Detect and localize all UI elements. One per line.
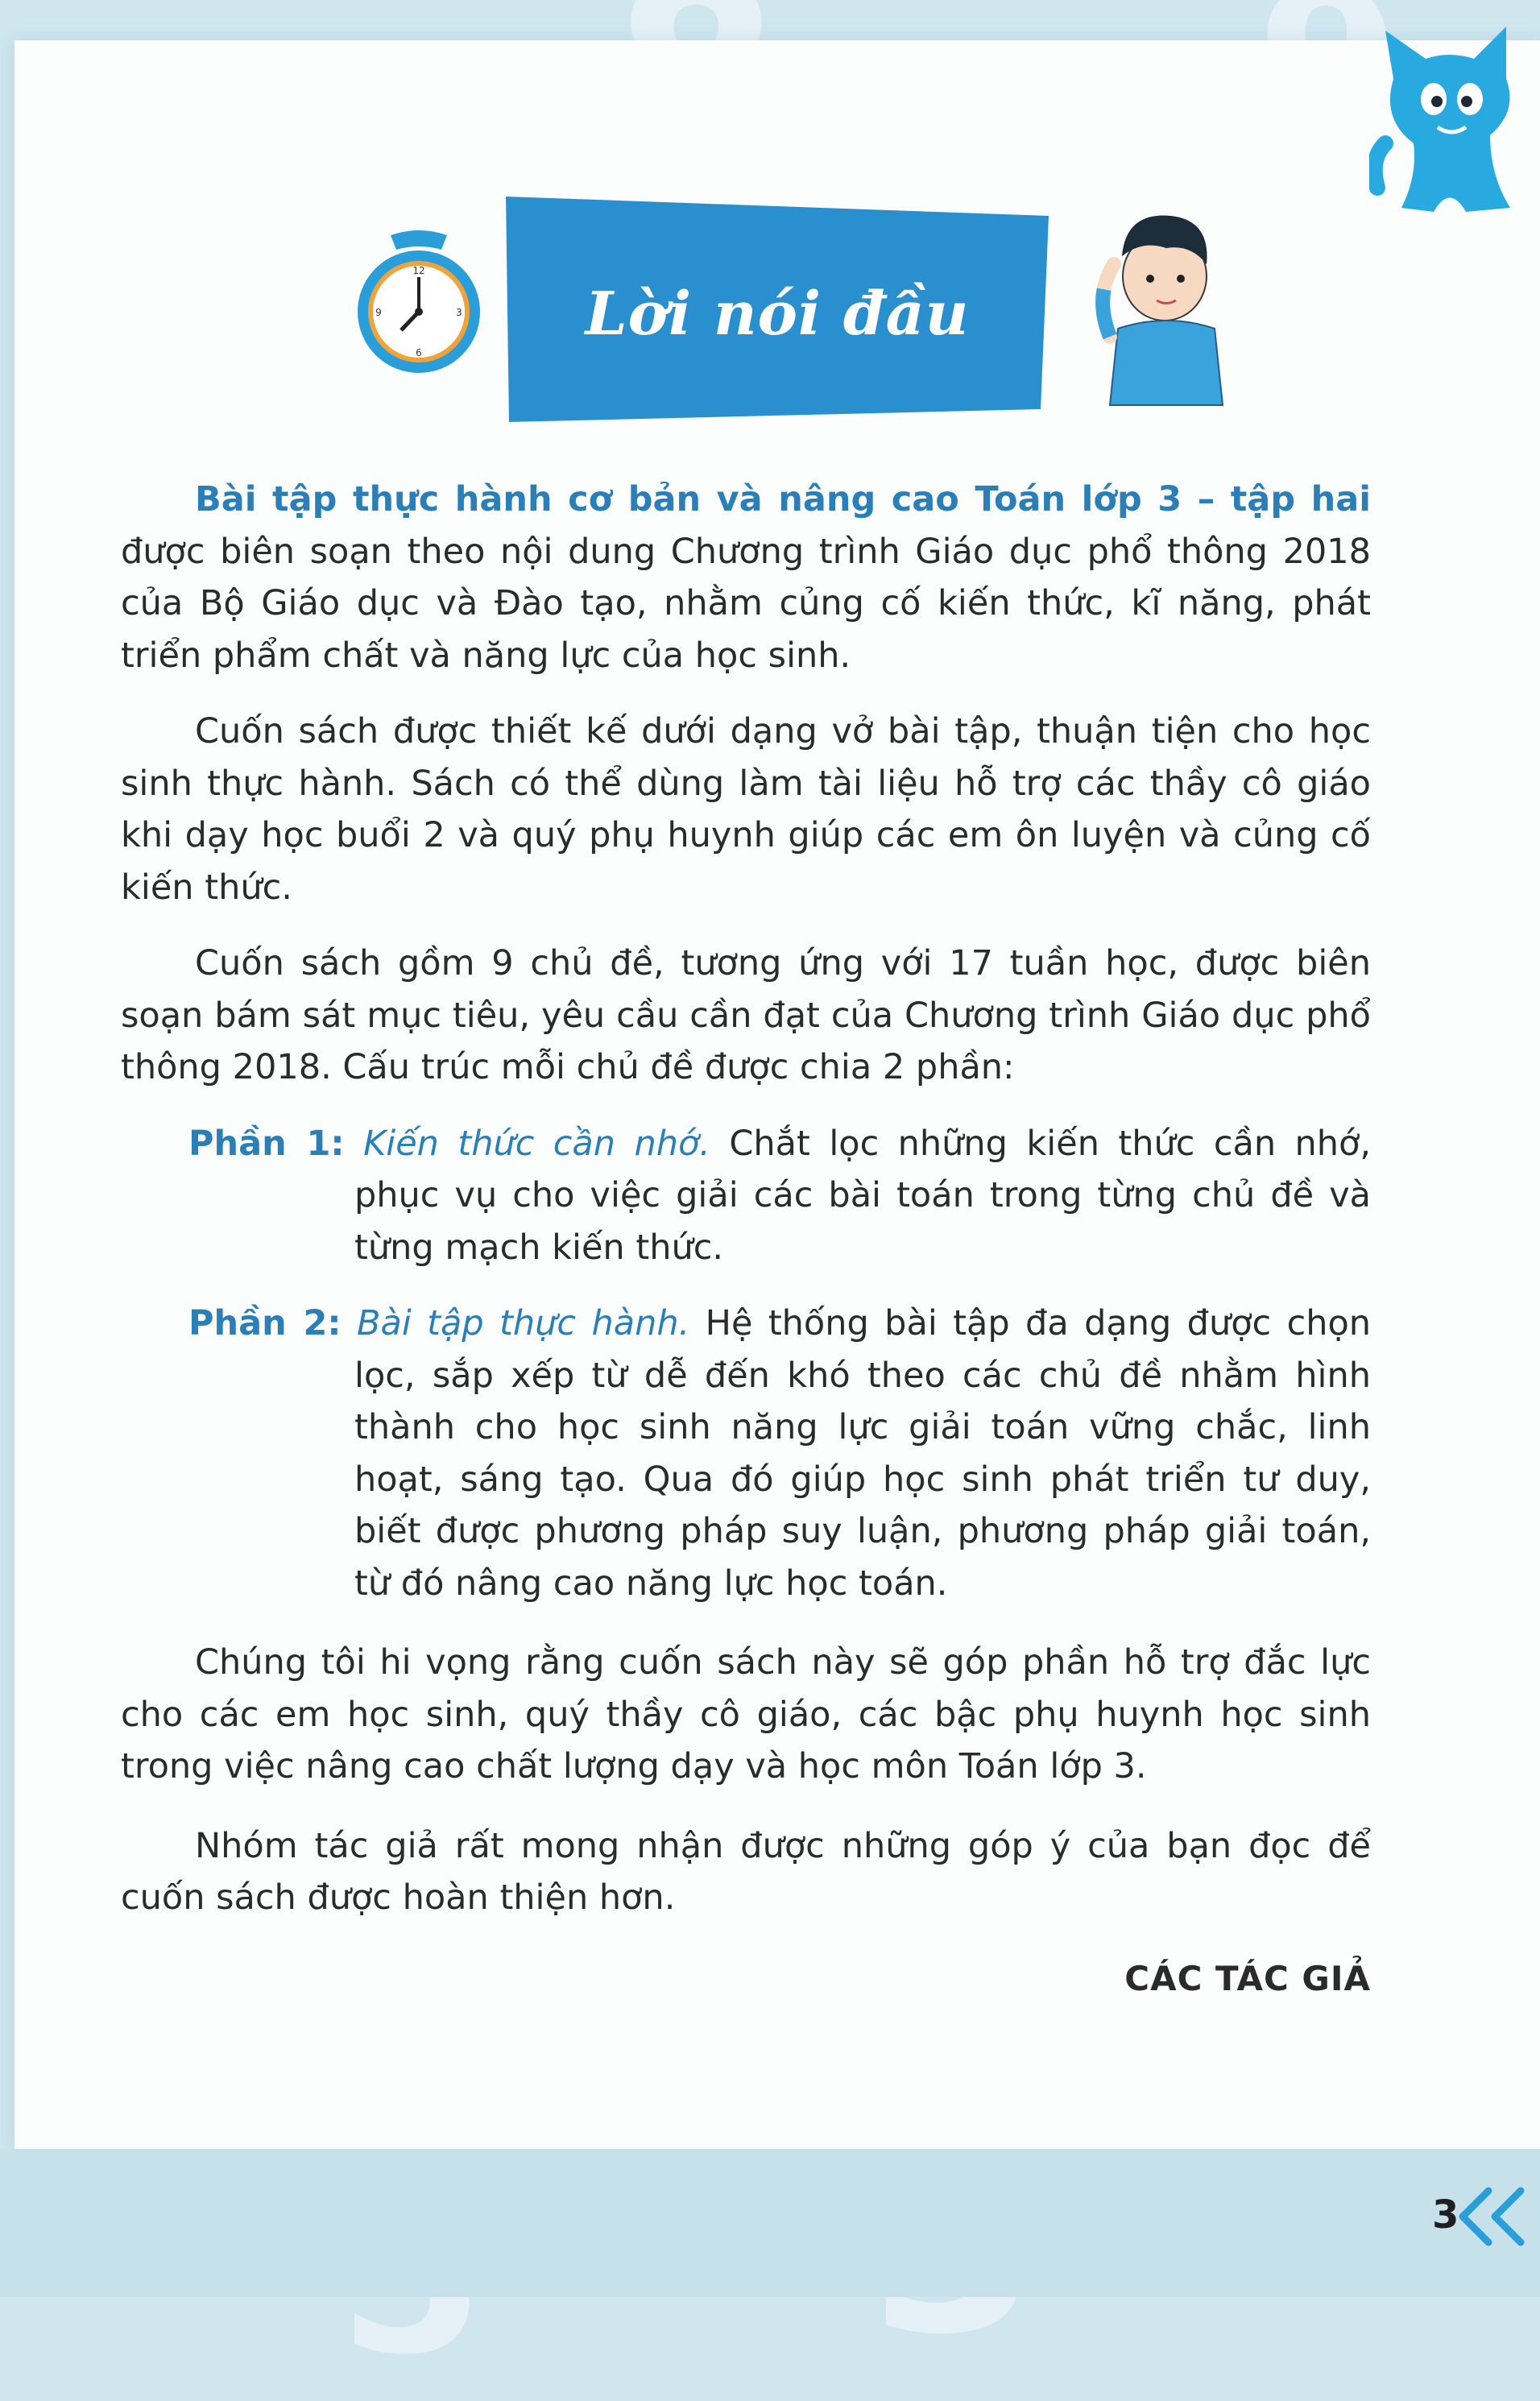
book-title: Bài tập thực hành cơ bản và nâng cao Toán lớp 3 – tập hai bbox=[195, 479, 1371, 520]
svg-text:9: 9 bbox=[375, 307, 382, 318]
svg-text:3: 3 bbox=[456, 307, 462, 318]
part-1-title: Kiến thức cần nhớ. bbox=[363, 1123, 710, 1164]
cat-illustration bbox=[1369, 23, 1540, 216]
part-1-text: Chắt lọc những kiến thức cần nhớ, phục vụ cho việc giải các bài toán trong từng chủ đề và từng mạch kiến thức. bbox=[354, 1123, 1372, 1268]
header-banner bbox=[499, 192, 1055, 427]
preface-body bbox=[121, 474, 1371, 2005]
boy-illustration bbox=[1078, 208, 1239, 409]
double-chevron-left-icon bbox=[1456, 2184, 1529, 2249]
paragraph-3: Cuốn sách gồm 9 chủ đề, tương ứng với 17 tuần học, được biên soạn bám sát mục tiêu, yêu cầu cần đạt của Chương trình Giáo dục phổ thông 2018. Cấu trúc mỗi chủ đề được chia 2 phần: bbox=[121, 943, 1371, 1087]
paragraph-5: Nhóm tác giả rất mong nhận được những góp ý của bạn đọc để cuốn sách được hoàn thiện hơn. bbox=[121, 1825, 1371, 1918]
svg-text:6: 6 bbox=[416, 347, 422, 358]
part-2-title: Bài tập thực hành. bbox=[356, 1303, 690, 1343]
paragraph-4: Chúng tôi hi vọng rằng cuốn sách này sẽ góp phần hỗ trợ đắc lực cho các em học sinh, quý thầy cô giáo, các bậc phụ huynh học sinh trong việc nâng cao chất lượng dạy và học môn Toán lớp 3. bbox=[121, 1642, 1371, 1786]
page-number: 3 bbox=[1432, 2192, 1459, 2237]
intro-text: được biên soạn theo nội dung Chương trình Giáo dục phổ thông 2018 của Bộ Giáo dục và Đào tạo, nhằm củng cố kiến thức, kĩ năng, phát triển phẩm chất và năng lực của học sinh. bbox=[121, 531, 1371, 676]
part-2 bbox=[121, 1298, 1371, 1609]
part-2-text: Hệ thống bài tập đa dạng được chọn lọc, sắp xếp từ dễ đến khó theo các chủ đề nhằm hình thành cho học sinh năng lực giải toán vững chắc, linh hoạt, sáng tạo. Qua đó giúp học sinh phát triển tư duy, biết được phương pháp suy luận, phương pháp giải toán, từ đó nâng cao năng lực học toán. bbox=[354, 1303, 1372, 1604]
paragraph-2: Cuốn sách được thiết kế dưới dạng vở bài tập, thuận tiện cho học sinh thực hành. Sách có thể dùng làm tài liệu hỗ trợ các thầy cô giáo khi dạy học buổi 2 và quý phụ huynh giúp các em ôn luyện và củng cố kiến thức. bbox=[121, 711, 1371, 908]
part-1 bbox=[121, 1118, 1371, 1274]
part-2-label: Phần 2: bbox=[188, 1303, 342, 1343]
part-1-label: Phần 1: bbox=[188, 1123, 345, 1164]
clock-icon bbox=[354, 227, 483, 376]
intro-paragraph bbox=[121, 474, 1371, 681]
page-title: Lời nói đầu bbox=[585, 279, 970, 349]
svg-text:12: 12 bbox=[412, 265, 425, 276]
footer-band bbox=[0, 2149, 1540, 2297]
signature: CÁC TÁC GIẢ bbox=[1124, 1958, 1371, 1998]
